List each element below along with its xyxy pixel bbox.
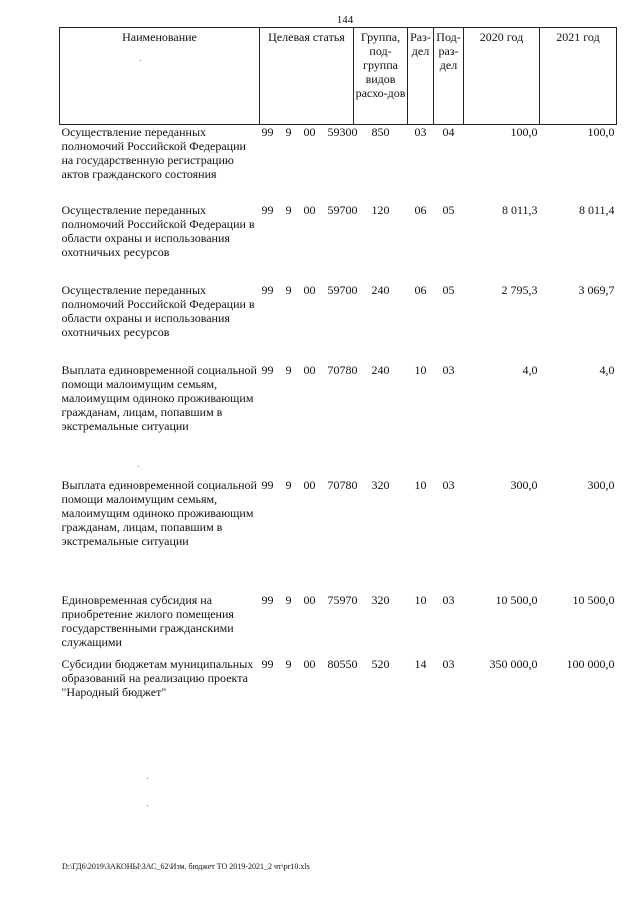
row-2020: 4,0 (522, 362, 538, 377)
table-row (60, 478, 617, 593)
table-row (60, 283, 617, 363)
row-section: 06 (414, 282, 427, 297)
row-subsection: 03 (442, 477, 455, 492)
row-subsection: 04 (442, 125, 455, 139)
scan-speck (140, 60, 141, 61)
row-2020: 10 500,0 (495, 592, 538, 607)
row-group: 320 (371, 477, 390, 492)
scan-speck (147, 778, 148, 779)
row-group: 240 (371, 282, 390, 297)
file-path-footer: D:\ГД6\2019\ЗАКОНЫ\ЗАС_62\Изм. бюджет ТО 2019-2021_2 чт\pr10.xls (62, 862, 310, 871)
row-2020: 100,0 (510, 125, 538, 139)
header-2021: 2021 год (540, 28, 617, 125)
row-section: 03 (414, 125, 427, 139)
row-2020: 8 011,3 (501, 202, 538, 217)
row-group: 520 (371, 656, 390, 671)
row-group: 320 (371, 592, 390, 607)
table-row (60, 593, 617, 657)
target-code: 99 9 00 59700 (261, 282, 358, 297)
target-code: 99 9 00 80550 (261, 656, 358, 671)
row-group: 240 (371, 362, 390, 377)
row-2021: 100,0 (587, 125, 615, 139)
row-section: 06 (414, 202, 427, 217)
scan-speck (147, 805, 148, 806)
header-2020: 2020 год (464, 28, 540, 125)
row-subsection: 03 (442, 592, 455, 607)
header-target: Целевая статья (260, 28, 354, 125)
table-header-row (60, 28, 617, 125)
row-name: Осуществление переданных полномочий Российской Федерации в области охраны и использования охотничьих ресурсов (61, 282, 255, 339)
scan-speck (138, 466, 139, 467)
row-2020: 2 795,3 (501, 282, 538, 297)
row-subsection: 03 (442, 362, 455, 377)
row-name: Единовременная субсидия на приобретение жилого помещения государственными гражданскими служащими (61, 592, 234, 649)
row-2021: 300,0 (587, 477, 615, 492)
row-2021: 4,0 (599, 362, 615, 377)
row-subsection: 03 (442, 656, 455, 671)
row-2021: 8 011,4 (578, 202, 615, 217)
header-section: Раз-дел (408, 28, 434, 125)
table-row (60, 125, 617, 203)
row-section: 14 (414, 656, 427, 671)
row-name: Осуществление переданных полномочий Российской Федерации в области охраны и использования охотничьих ресурсов (61, 202, 255, 259)
row-name: Осуществление переданных полномочий Российской Федерации на государственную регистрацию актов гражданского состояния (61, 125, 246, 181)
row-2021: 100 000,0 (566, 656, 615, 671)
header-subsection: Под-раз-дел (434, 28, 464, 125)
target-code: 99 9 00 59300 (261, 125, 358, 139)
row-2020: 300,0 (510, 477, 538, 492)
row-group: 120 (371, 202, 390, 217)
target-code: 99 9 00 70780 (261, 477, 358, 492)
budget-table (59, 27, 617, 727)
row-name: Выплата единовременной социальной помощи малоимущим семьям, малоимущим одиноко проживающим гражданам, лицам, попавшим в экстремальные ситуации (61, 362, 257, 433)
target-code: 99 9 00 59700 (261, 202, 358, 217)
page-number: 144 (336, 14, 354, 26)
header-name: Наименование (60, 28, 260, 125)
row-section: 10 (414, 592, 427, 607)
row-subsection: 05 (442, 282, 455, 297)
row-group: 850 (371, 125, 390, 139)
table-row (60, 203, 617, 283)
row-2021: 3 069,7 (578, 282, 615, 297)
row-name: Субсидии бюджетам муниципальных образований на реализацию проекта "Народный бюджет" (61, 656, 254, 699)
row-2021: 10 500,0 (572, 592, 615, 607)
target-code: 99 9 00 75970 (261, 592, 358, 607)
table-row (60, 363, 617, 478)
header-group: Группа, под-группа видов расхо-дов (354, 28, 408, 125)
row-name: Выплата единовременной социальной помощи малоимущим семьям, малоимущим одиноко проживающим гражданам, лицам, попавшим в экстремальные ситуации (61, 477, 257, 548)
row-section: 10 (414, 362, 427, 377)
row-section: 10 (414, 477, 427, 492)
target-code: 99 9 00 70780 (261, 362, 358, 377)
row-subsection: 05 (442, 202, 455, 217)
row-2020: 350 000,0 (489, 656, 538, 671)
table-row (60, 657, 617, 727)
